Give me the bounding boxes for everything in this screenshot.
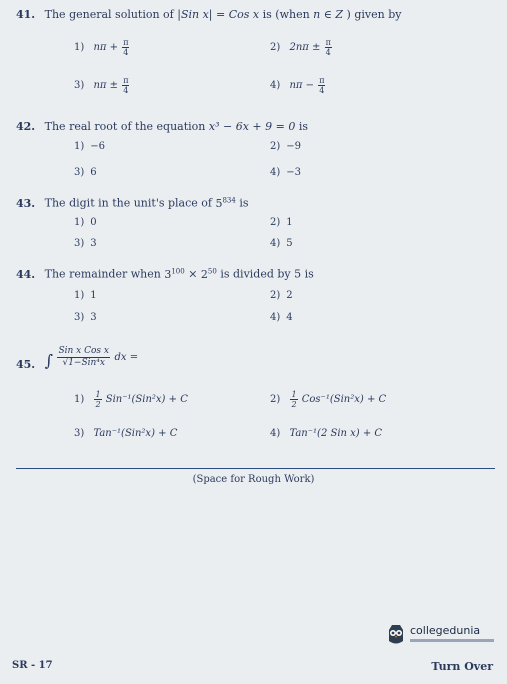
integrand-fraction: $\frac{\text{Sin x Cos x}}{\text{√1−Sin⁴x}}$ xyxy=(58,345,109,368)
option-3: 3) 6 xyxy=(74,167,97,178)
question-expression: x³ − 6x + 9 = 0 xyxy=(208,120,296,133)
option-2: 2) 2 xyxy=(270,290,293,301)
question-number: 45. xyxy=(16,358,36,371)
question-number: 43. xyxy=(16,196,36,210)
option-4: 4) 4 xyxy=(270,312,293,323)
option-2: 2) −9 xyxy=(270,141,302,152)
question-text: is divided by 5 is xyxy=(220,267,314,281)
power-expression: $2^{50}$ xyxy=(200,267,217,281)
option-2: 2) 1 xyxy=(270,217,293,228)
question-text: The digit in the unit's place of xyxy=(44,196,212,210)
power-expression: $5^{834}$ xyxy=(215,196,236,210)
option-3: 3) nπ ± $\frac{\pi}{4}$ xyxy=(74,76,129,95)
option-4: 4) Tan⁻¹(2 Sin x) + C xyxy=(270,428,383,439)
question-42 xyxy=(16,120,308,133)
question-number: 42. xyxy=(16,120,36,133)
option-4: 4) −3 xyxy=(270,167,302,178)
fraction: $\frac{1}{2}$ xyxy=(291,390,297,409)
option-2: 2) 2nπ ± $\frac{\pi}{4}$ xyxy=(270,38,331,57)
option-3: 3) 3 xyxy=(74,238,97,249)
question-text: is xyxy=(298,120,308,133)
question-45: 45. ∫ $\frac{\text{Sin x Cos x}}{\text{√1−Sin⁴x}}$ dx = xyxy=(16,345,139,371)
option-4: 4) nπ − $\frac{\pi}{4}$ xyxy=(270,76,325,95)
question-43 xyxy=(16,196,249,210)
fraction: $\frac{1}{2}$ xyxy=(95,390,101,409)
question-text: The real root of the equation xyxy=(44,120,206,133)
fraction: $\frac{\pi}{4}$ xyxy=(123,38,129,57)
question-text: The remainder when xyxy=(44,267,161,281)
turn-over-label: Turn Over xyxy=(431,660,493,673)
question-number: 41. xyxy=(16,8,36,21)
option-1: 1) 1 xyxy=(74,290,97,301)
option-1: 1) $\frac{1}{2}$ Sin⁻¹(Sin²x) + C xyxy=(74,390,188,409)
option-2: 2) $\frac{1}{2}$ Cos⁻¹(Sin²x) + C xyxy=(270,390,387,409)
question-41 xyxy=(16,8,401,21)
question-text: The general solution of xyxy=(44,8,174,21)
question-text: ) given by xyxy=(346,8,402,21)
power-expression: $3^{100}$ xyxy=(164,267,185,281)
fraction: $\frac{\pi}{4}$ xyxy=(325,38,331,57)
integral-sign: ∫ xyxy=(44,351,53,370)
divider-line xyxy=(16,468,495,469)
fraction: $\frac{\pi}{4}$ xyxy=(123,76,129,95)
option-1: 1) nπ + $\frac{\pi}{4}$ xyxy=(74,38,129,57)
option-1: 1) −6 xyxy=(74,141,106,152)
fraction: $\frac{\pi}{4}$ xyxy=(319,76,325,95)
question-text: is (when xyxy=(262,8,310,21)
logo-tagline xyxy=(410,639,494,642)
option-1: 1) 0 xyxy=(74,217,97,228)
owl-icon xyxy=(386,622,406,646)
page-code: SR - 17 xyxy=(12,660,53,671)
option-3: 3) Tan⁻¹(Sin²x) + C xyxy=(74,428,178,439)
option-4: 4) 5 xyxy=(270,238,293,249)
question-44: 44. The remainder when $3^{100} \times 2^{50}$ is divided by 5 is xyxy=(16,267,314,281)
option-3: 3) 3 xyxy=(74,312,97,323)
rough-work-label: (Space for Rough Work) xyxy=(192,474,315,485)
question-text: is xyxy=(239,196,249,210)
question-number: 44. xyxy=(16,267,36,281)
question-expression: |Sin x| = Cos x xyxy=(177,8,260,21)
question-condition: n ∈ Z xyxy=(313,8,344,21)
collegedunia-logo: collegedunia xyxy=(386,622,496,650)
